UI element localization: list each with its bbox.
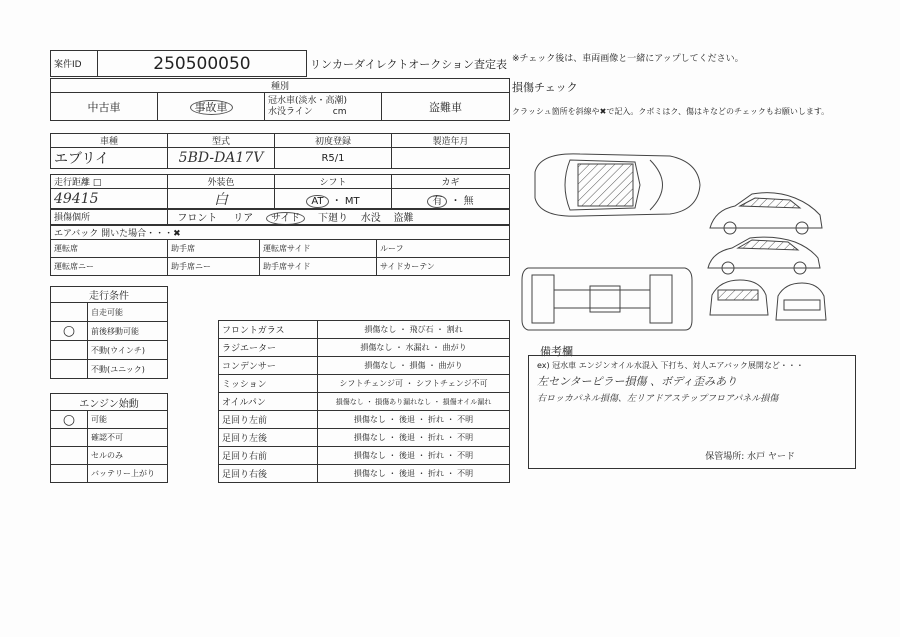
airbag-item: 助手席サイド [260, 258, 377, 276]
airbag-table [50, 225, 510, 276]
check-name: 足回り左前 [219, 411, 318, 429]
form-title: リンカーダイレクトオークション査定表 [309, 57, 507, 71]
type-flood-unit: cm [332, 106, 347, 117]
car-diagram [520, 140, 840, 335]
car-front-view-icon [710, 280, 768, 315]
engine-item: 確認不可 [88, 429, 168, 447]
remarks-example: ex) 冠水車 エンジンオイル水混入 下打ち、対人エアバック展開など・・・ [537, 361, 804, 370]
car-side-view-2-icon [708, 237, 820, 274]
mileage-h-key: カギ [392, 175, 510, 189]
airbag-item: サイドカーテン [377, 258, 510, 276]
mileage-h-km [51, 175, 168, 189]
check-options: シフトチェンジ可 ・ シフトチェンジ不可 [318, 375, 510, 393]
remarks-line2: 右ロッカパネル損傷、左リアドアステップフロアパネル損傷 [537, 394, 779, 404]
damage-check-desc: クラッシュ箇所を斜線や✖で記入。クボミはク、傷はキなどのチェックもお願いします。 [512, 107, 830, 116]
damage-rear: リア [233, 213, 254, 224]
model-year [392, 148, 510, 169]
engine-title: エンジン始動 [51, 394, 168, 411]
drive-mark: ○ [51, 322, 88, 341]
remarks-title: 備考欄 [540, 345, 573, 358]
airbag-item: 運転席ニー [51, 258, 168, 276]
model-h-type: 型式 [168, 134, 275, 148]
type-accident-label: 事故車 [190, 100, 233, 115]
mileage-h-color: 外装色 [168, 175, 275, 189]
check-name: ミッション [219, 375, 318, 393]
type-flood-line1: 冠水車(淡水・高潮) [268, 95, 348, 106]
check-options: 損傷なし ・ 損傷 ・ 曲がり [318, 357, 510, 375]
check-options: 損傷なし ・ 後退 ・ 折れ ・ 不明 [318, 465, 510, 483]
damage-front: フロント [177, 213, 218, 224]
mileage-key-no: ・ 無 [450, 195, 474, 207]
mileage-shift-at: AT [306, 195, 328, 208]
check-options: 損傷なし ・ 飛び石 ・ 割れ [318, 321, 510, 339]
drive-title: 走行条件 [51, 287, 168, 303]
airbag-label: エアバック 開いた場合・・・✖ [51, 226, 510, 240]
drive-item: 前後移動可能 [88, 322, 168, 341]
mileage-key [392, 189, 510, 210]
check-options: 損傷なし ・ 水漏れ ・ 曲がり [318, 339, 510, 357]
type-flood-line2: 水没ライン [268, 106, 313, 117]
check-name: コンデンサー [219, 357, 318, 375]
drive-table [50, 286, 168, 379]
type-table [50, 78, 510, 121]
check-options: 損傷なし ・ 後退 ・ 折れ ・ 不明 [318, 429, 510, 447]
model-h-car: 車種 [51, 134, 168, 148]
check-name: 足回り左後 [219, 429, 318, 447]
type-used: 中古車 [51, 93, 158, 121]
mileage-h-shift: シフト [275, 175, 392, 189]
check-options: 損傷なし ・ 損傷あり漏れなし ・ 損傷オイル漏れ [318, 393, 510, 411]
mileage-table [50, 174, 510, 210]
check-name: オイルパン [219, 393, 318, 411]
remarks-line1: 左センターピラー損傷 、ボディ歪みあり [537, 375, 738, 388]
mileage-key-yes: 有 [427, 195, 447, 208]
airbag-item: 助手席 [168, 240, 260, 258]
mileage-shift [275, 189, 392, 210]
type-label: 種別 [51, 79, 510, 93]
car-side-view-icon [710, 193, 822, 234]
airbag-item: 運転席サイド [260, 240, 377, 258]
damage-sub: 水没 [360, 213, 381, 224]
damage-side: サイド [266, 212, 305, 225]
car-top-view-icon [535, 154, 700, 216]
car-rear-view-icon [776, 283, 826, 320]
type-theft: 盗難車 [382, 93, 510, 121]
remarks-box [528, 355, 856, 469]
case-id-table [50, 50, 510, 77]
model-table [50, 133, 510, 169]
storage-location: 保管場所: 水戸 ヤード [705, 452, 795, 462]
damage-options [168, 209, 510, 225]
mileage-shift-mt: ・ MT [331, 195, 360, 207]
drive-item: 不動(ユニック) [88, 360, 168, 379]
airbag-item: 運転席 [51, 240, 168, 258]
damage-under: 下廻り [318, 213, 349, 224]
engine-item: バッテリー上がり [88, 465, 168, 483]
check-name: 足回り右前 [219, 447, 318, 465]
check-options: 損傷なし ・ 後退 ・ 折れ ・ 不明 [318, 447, 510, 465]
drive-item: 自走可能 [88, 303, 168, 322]
damage-check-title: 損傷チェック [512, 81, 578, 94]
check-name: フロントガラス [219, 321, 318, 339]
check-name: 足回り右後 [219, 465, 318, 483]
airbag-item: 助手席ニー [168, 258, 260, 276]
engine-item: セルのみ [88, 447, 168, 465]
case-id-label: 案件ID [51, 51, 98, 77]
model-type: 5BD-DA17V [168, 148, 275, 169]
airbag-item: ルーフ [377, 240, 510, 258]
checks-table [218, 320, 510, 483]
model-car: エブリイ [51, 148, 168, 169]
engine-item: 可能 [88, 411, 168, 429]
damage-parts-table [50, 208, 510, 225]
case-id-value: 250500050 [97, 51, 306, 77]
check-options: 損傷なし ・ 後退 ・ 折れ ・ 不明 [318, 411, 510, 429]
type-flood [265, 93, 382, 121]
mileage-h-km-box: □ [92, 178, 102, 188]
type-accident [158, 93, 265, 121]
model-h-year: 製造年月 [392, 134, 510, 148]
damage-theft: 盗難 [393, 213, 414, 224]
model-h-first: 初度登録 [275, 134, 392, 148]
check-note: ※チェック後は、車両画像と一緒にアップしてください。 [512, 54, 744, 64]
car-underbody-icon [522, 268, 692, 330]
damage-label: 損傷個所 [51, 209, 168, 225]
mileage-h-km-label: 走行距離 [54, 178, 91, 188]
mileage-km: 49415 [51, 189, 168, 210]
engine-mark: ○ [51, 411, 88, 429]
mileage-color: 白 [168, 189, 275, 210]
drive-item: 不動(ウインチ) [88, 341, 168, 360]
engine-table [50, 393, 168, 483]
model-first: R5/1 [275, 148, 392, 169]
check-name: ラジエーター [219, 339, 318, 357]
